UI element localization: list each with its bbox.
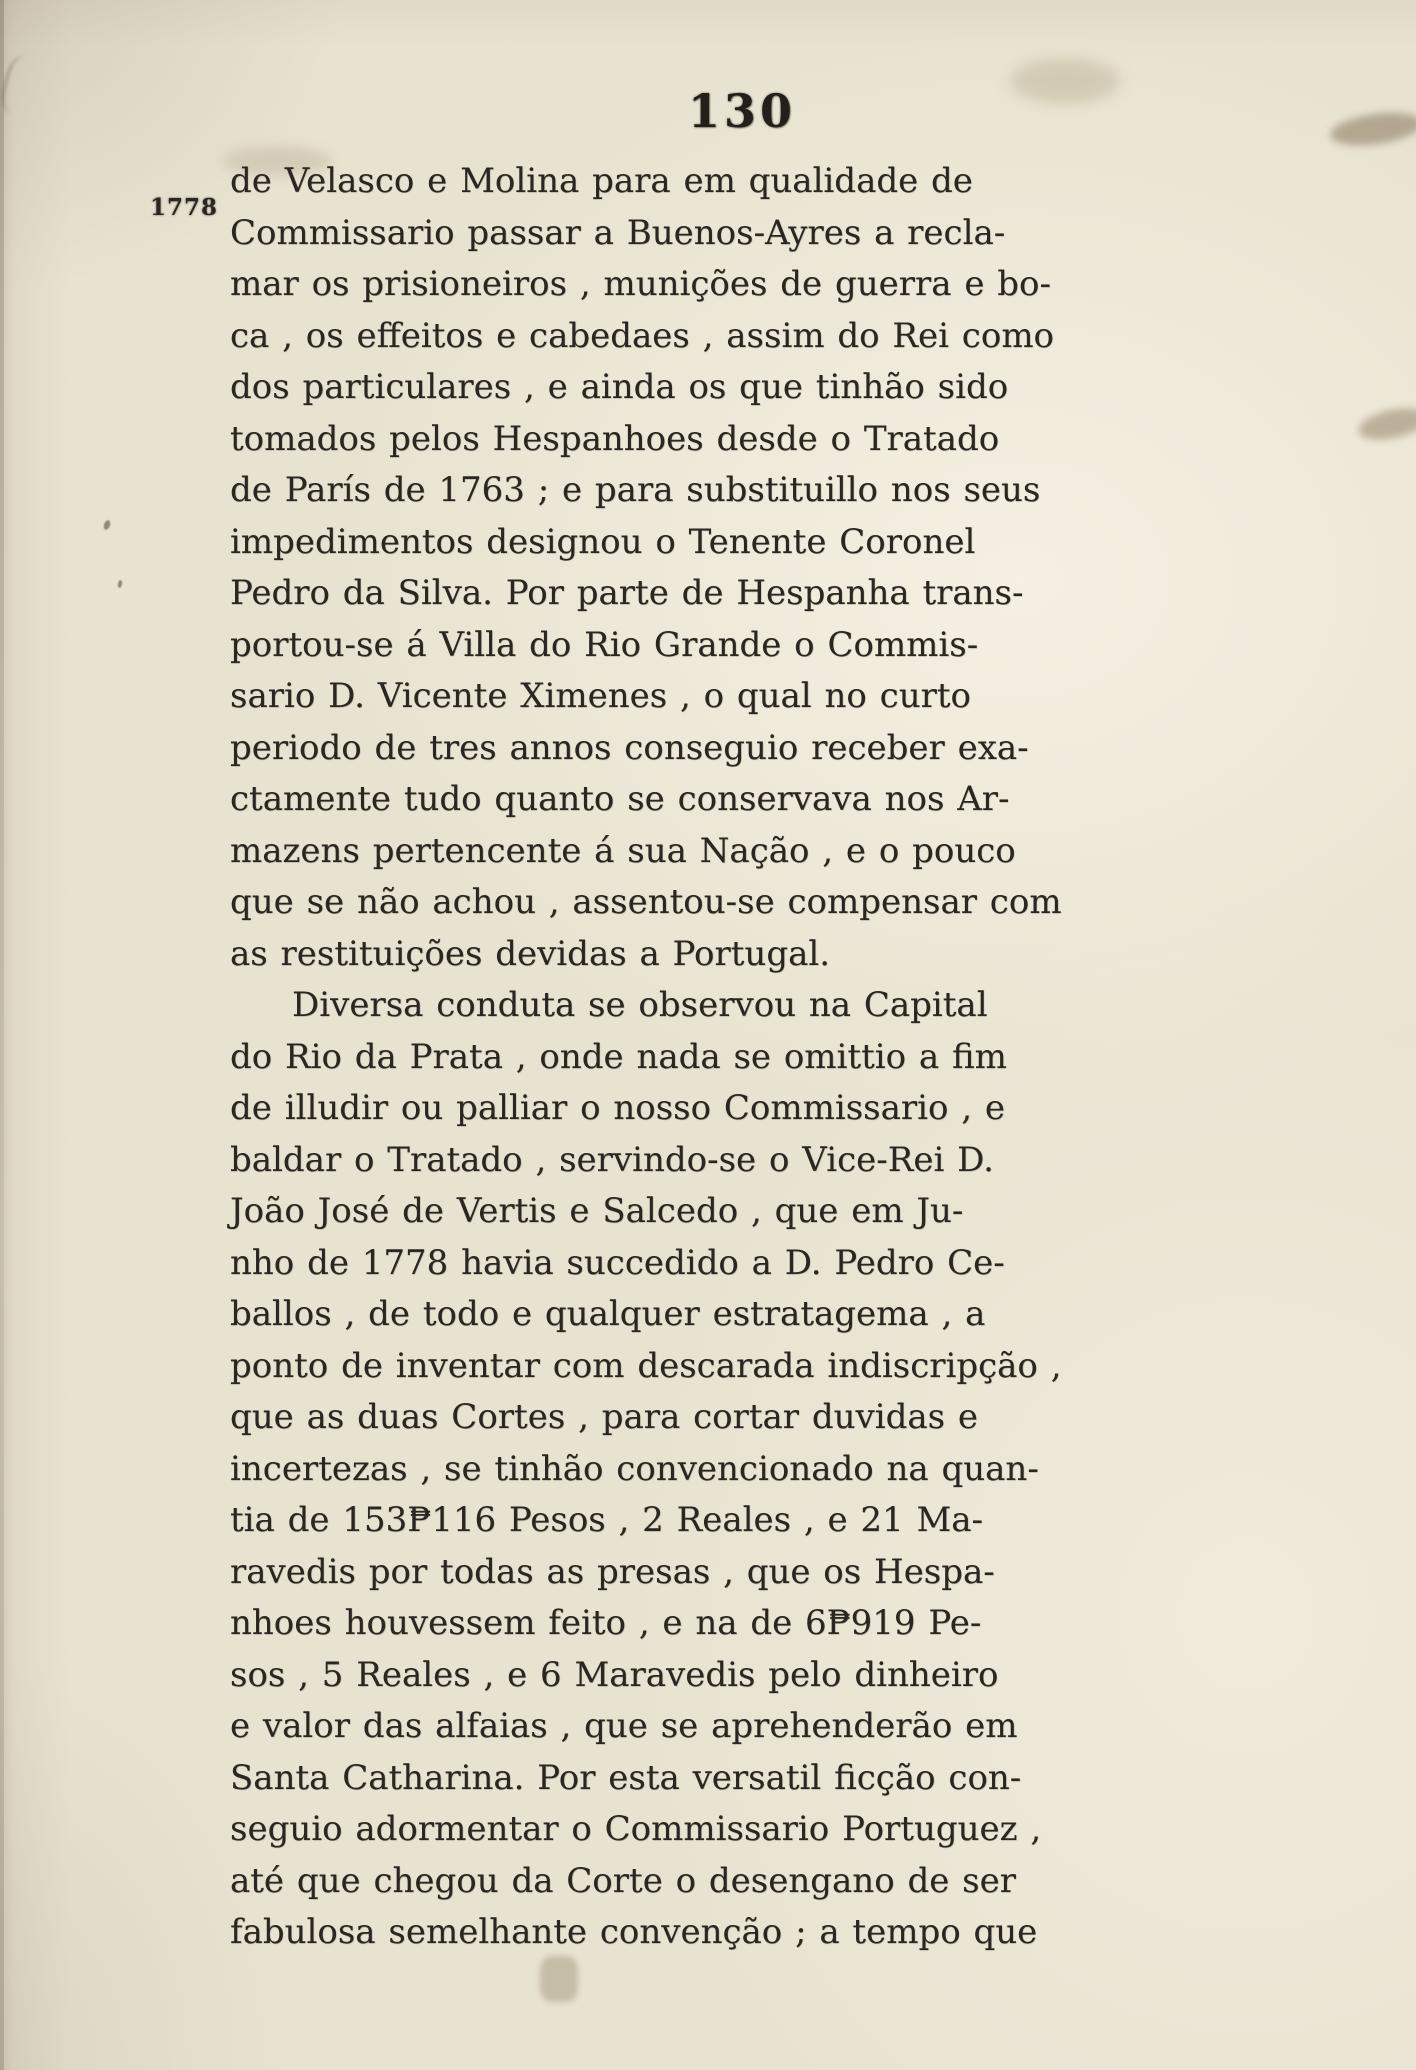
text-line: sos , 5 Reales , e 6 Maravedis pelo dinheiro [230,1654,999,1695]
ink-smudge [540,1956,578,2002]
text-line: Commissario passar a Buenos-Ayres a recla- [230,212,1006,253]
page-text-block [230,156,1062,1959]
text-line: sario D. Vicente Ximenes , o qual no curto [230,676,971,716]
text-line: seguio adormentar o Commissario Portuguez , [230,1809,1042,1849]
scan-edge-mark [0,52,48,119]
ink-speck [117,580,122,589]
text-line: periodo de tres annos conseguio receber exa- [230,727,1029,768]
ink-smudge [1010,58,1120,104]
text-line: incertezas , se tinhão convencionado na quan- [230,1448,1039,1489]
text-line: ponto de inventar com descarada indiscripção , [230,1345,1062,1386]
text-line: mar os prisioneiros , munições de guerra e bo- [230,264,1051,304]
text-line: impedimentos designou o Tenente Coronel [230,521,976,562]
text-line: baldar o Tratado , servindo-se o Vice-Rei D. [230,1139,994,1180]
text-line: mazens pertencente á sua Nação , e o pouco [230,830,1016,871]
text-line: nhoes houvessem feito , e na de 6₱919 Pe- [230,1603,982,1643]
text-line: as restituições devidas a Portugal. [230,933,831,974]
text-line: tomados pelos Hespanhoes desde o Tratado [230,418,1000,459]
text-line: de París de 1763 ; e para substituillo nos seus [230,470,1041,510]
ink-smudge [1356,403,1416,445]
text-line: ravedis por todas as presas , que os Hespa- [230,1551,995,1592]
text-line: do Rio da Prata , onde nada se omittio a fim [230,1036,1007,1077]
text-line: de illudir ou palliar o nosso Commissario , e [230,1088,1006,1128]
text-line: Diversa conduta se observou na Capital [292,985,988,1025]
text-line: ctamente tudo quanto se conservava nos Ar- [230,779,1010,819]
text-line: João José de Vertis e Salcedo , que em Ju- [230,1191,964,1231]
text-line: até que chegou da Corte o desengano de ser [230,1860,1016,1901]
text-line: e valor das alfaias , que se aprehenderão em [230,1706,1018,1746]
text-line: ballos , de todo e qualquer estratagema , a [230,1294,986,1334]
ink-speck [102,519,111,530]
ink-smudge [1328,108,1416,151]
text-line: tia de 153₱116 Pesos , 2 Reales , e 21 Ma- [230,1500,984,1540]
margin-year-note: 1778 [150,194,219,221]
text-line: que as duas Cortes , para cortar duvidas e [230,1397,978,1437]
text-line: ca , os effeitos e cabedaes , assim do Rei como [230,315,1055,356]
text-line: Pedro da Silva. Por parte de Hespanha trans- [230,573,1024,613]
text-line: Santa Catharina. Por esta versatil ficção con- [230,1757,1022,1798]
text-line: nho de 1778 havia succedido a D. Pedro Ce- [230,1242,1005,1283]
text-line: portou-se á Villa do Rio Grande o Commis- [230,624,979,665]
text-line: de Velasco e Molina para em qualidade de [230,161,973,201]
text-line: fabulosa semelhante convenção ; a tempo que [230,1912,1038,1952]
text-line: dos particulares , e ainda os que tinhão sido [230,367,1009,407]
text-line: que se não achou , assentou-se compensar com [230,882,1062,922]
page-number: 130 [688,84,797,138]
